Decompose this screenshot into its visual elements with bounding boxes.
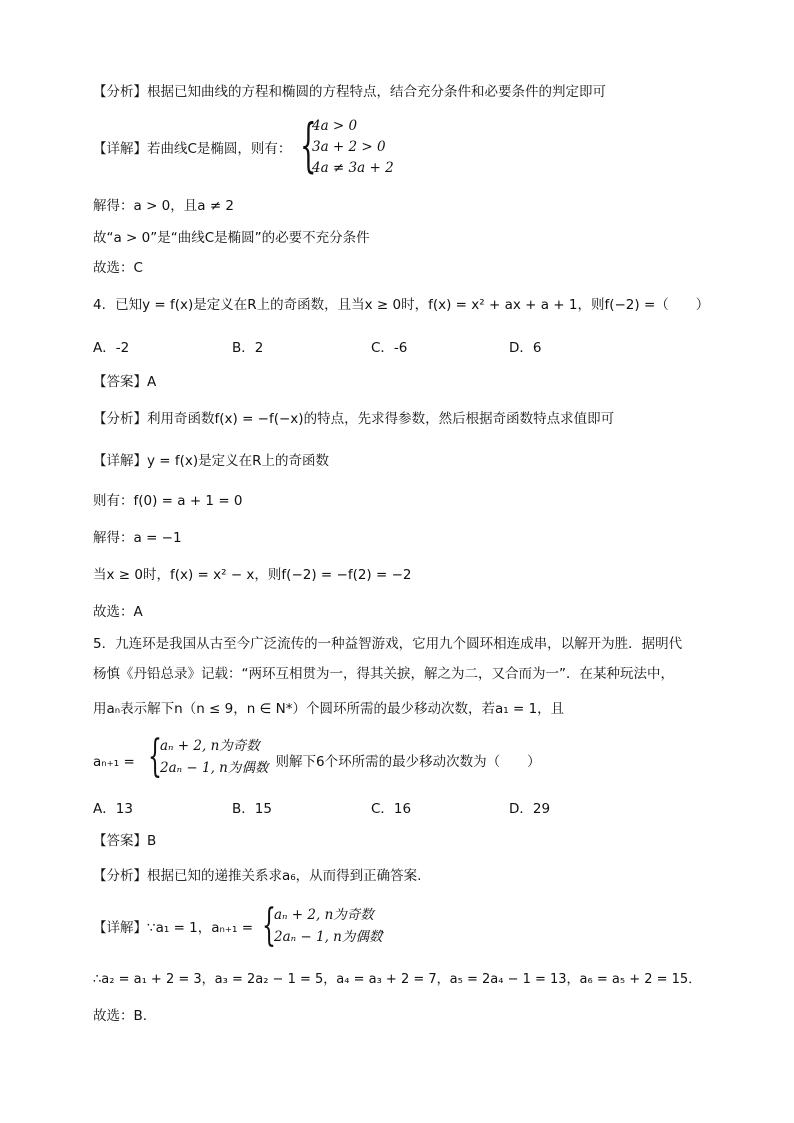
case-even: 2aₙ − 1, n为偶数 [274,929,383,945]
left-brace: { [148,731,162,782]
q4-analysis: 【分析】利用奇函数f(x) = −f(−x)的特点，先求得参数，然后根据奇函数特点求值即可 [93,411,615,427]
q4-detail: 【详解】y = f(x)是定义在R上的奇函数 [93,453,330,469]
q3-solve: 解得：a > 0，且a ≠ 2 [93,198,235,214]
q4-stem: 4．已知y = f(x)是定义在R上的奇函数，且当x ≥ 0时，f(x) = x² + ax + a + 1，则f(−2) =（ ） [93,297,710,313]
q4-step-1: 则有：f(0) = a + 1 = 0 [93,493,243,509]
q5-recurrence-cases [148,731,269,782]
q5-detail-tail: ， [380,920,394,936]
q3-analysis: 【分析】根据已知曲线的方程和椭圆的方程特点，结合充分条件和必要条件的判定即可 [93,84,606,100]
q4-step-2: 解得：a = −1 [93,530,182,546]
system-line-2: 3a + 2 > 0 [312,139,386,155]
q4-step-3: 当x ≥ 0时，f(x) = x² − x，则f(−2) = −f(2) = −2 [93,567,412,583]
q3-conclusion: 故“a > 0”是“曲线C是椭圆”的必要不充分条件 [93,230,370,246]
q5-option-b: B．15 [232,801,272,817]
q3-choice: 故选：C [93,260,143,276]
case-odd: aₙ + 2, n为奇数 [274,907,374,923]
q5-detail-cases [262,900,383,951]
system-line-1: 4a > 0 [312,118,358,134]
q4-option-c: C．-6 [371,340,408,356]
q5-recurrence-tail: ，则解下6个环所需的最少移动次数为（ ） [262,754,541,770]
q4-option-d: D．6 [509,340,542,356]
q4-choice: 故选：A [93,604,143,620]
q3-detail-prefix: 【详解】若曲线C是椭圆，则有： [93,141,292,157]
q3-equation-system [300,111,420,180]
left-brace: { [262,900,276,951]
q4-option-a: A．-2 [93,340,130,356]
case-odd: aₙ + 2, n为奇数 [160,738,260,754]
q5-stem-line-2: 杨慎《丹铅总录》记载：“两环互相贯为一，得其关捩，解之为二，又合而为一”．在某种玩法中， [93,666,674,682]
system-line-3: 4a ≠ 3a + 2 [312,160,394,176]
case-even: 2aₙ − 1, n为偶数 [160,760,269,776]
q5-option-a: A．13 [93,801,133,817]
q5-detail-prefix: 【详解】∵a₁ = 1，aₙ₊₁ = [93,920,254,936]
q4-option-b: B．2 [232,340,264,356]
left-brace: { [300,111,317,179]
q4-answer: 【答案】A [93,374,157,390]
q5-chain: ∴a₂ = a₁ + 2 = 3，a₃ = 2a₂ − 1 = 5，a₄ = a₃ + 2 = 7，a₅ = 2a₄ − 1 = 13，a₆ = a₅ + 2 = 15． [93,972,702,987]
q5-choice: 故选：B. [93,1008,148,1024]
q5-option-d: D．29 [509,801,551,817]
q5-answer: 【答案】B [93,833,157,849]
q5-recurrence-lhs: aₙ₊₁ = [93,754,135,770]
q5-option-c: C．16 [371,801,412,817]
q5-analysis: 【分析】根据已知的递推关系求a₆，从而得到正确答案. [93,868,422,884]
q5-stem-line-3: 用aₙ表示解下n（n ≤ 9，n ∈ N*）个圆环所需的最少移动次数，若a₁ = 1，且 [93,701,565,717]
q5-stem-line-1: 5．九连环是我国从古至今广泛流传的一种益智游戏，它用九个圆环相连成串，以解开为胜．据明代 [93,636,683,652]
